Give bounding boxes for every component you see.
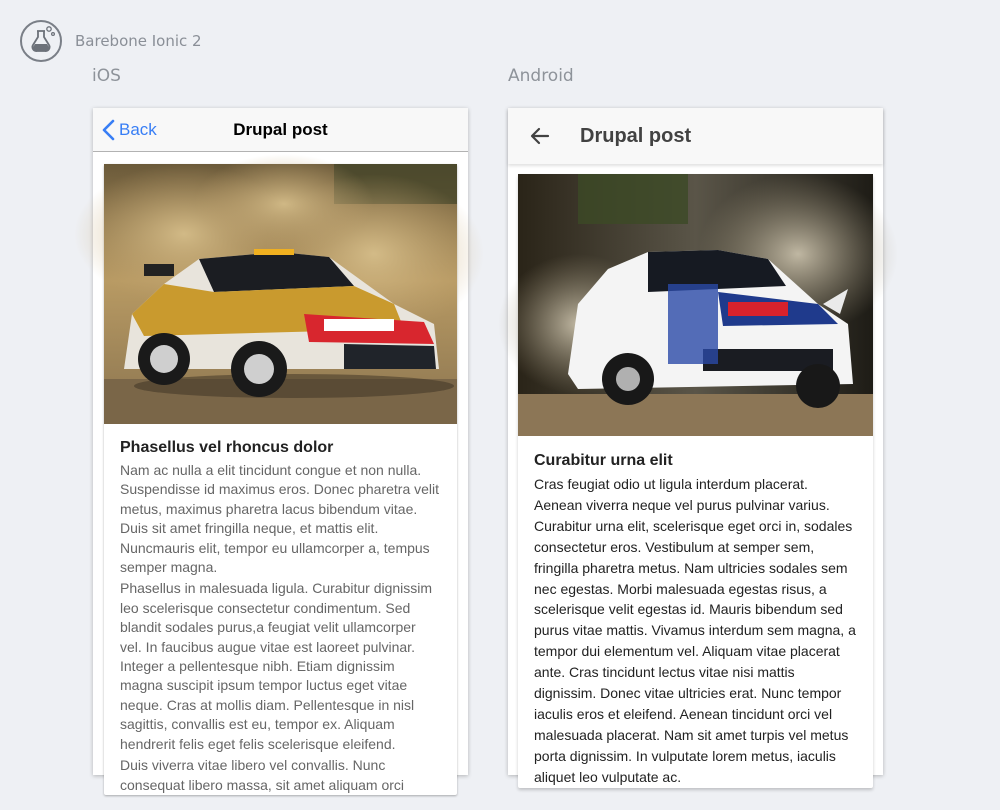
back-button[interactable] xyxy=(102,108,157,152)
card-title: Curabitur urna elit xyxy=(534,452,673,469)
post-card xyxy=(518,174,873,788)
back-button[interactable] xyxy=(508,108,572,164)
card-paragraph: Nam ac nulla a elit tincidunt congue et non nulla. Suspendisse id maximus eros. Donec pharetra velit metus, maximus pharetra lacus bibendum vitae. Duis sit amet fringilla neque, et mattis elit. Nuncmauris elit, tempor eu ullamcorper a, tempus semper magna. xyxy=(120,462,440,576)
card-paragraph: Duis viverra vitae libero vel convallis. Nunc consequat libero massa, sit amet aliquam orci xyxy=(120,757,405,793)
back-button-label: Back xyxy=(119,120,157,139)
ios-device-preview xyxy=(93,108,468,793)
flask-logo-icon xyxy=(20,20,62,62)
card-paragraph: Cras feugiat odio ut ligula interdum placerat. Aenean viverra neque vel purus pulvinar varius. Curabitur urna elit, scelerisque eget orci in, sodales consectetur eros. Vestibulum at semper sem, fringilla pharetra metus. Nam ultricies sodales sem nec egestas. Morbi malesuada egestas risus, a scelerisque velit egestas id. Mauris bibendum sed purus vitae mattis. Vivamus interdum sem magna, a tempor dui elementum vel. Aliquam vitae placerat ante. Cras tincidunt lectus vitae nisi mattis dignissim. Donec vitae ultricies erat. Nunc tempor iaculis eros et eleifend. Aenean tincidunt orci vel malesuada placerat. Nam sit amet turpis vel metus porta dignissim. In vulputate lorem metus, iaculis aliquet leo vulputate ac. xyxy=(534,476,856,785)
app-title: Barebone Ionic 2 xyxy=(75,32,202,50)
android-device-preview xyxy=(508,108,883,785)
rally-car-photo xyxy=(518,174,873,436)
page-title: Drupal post xyxy=(580,124,692,147)
rally-car-photo xyxy=(104,164,457,424)
page-title: Drupal post xyxy=(233,119,328,139)
platform-label-android: Android xyxy=(508,66,574,86)
card-paragraph: Phasellus in malesuada ligula. Curabitur dignissim leo scelerisque consectetur condimentum. Sed blandit sodales purus,a feugiat velit ullamcorper vel. In faucibus augue vitae est laoreet pulvinar. Integer a pellentesque nibh. Etiam dignissim magna suscipit ipsum tempor luctus eget vitae neque. Cras at mollis diam. Pellentesque in nisl sagittis, convallis est eu, tempor ex. Aliquam hendrerit felis eget felis scelerisque eleifend. xyxy=(120,580,433,752)
post-card xyxy=(104,164,457,795)
card-title: Phasellus vel rhoncus dolor xyxy=(120,439,334,456)
app-header xyxy=(20,20,202,62)
arrow-back-icon xyxy=(530,126,550,146)
platform-label-ios: iOS xyxy=(92,66,121,86)
chevron-left-icon xyxy=(102,119,115,141)
ios-navbar xyxy=(93,108,468,152)
android-toolbar xyxy=(508,108,883,164)
